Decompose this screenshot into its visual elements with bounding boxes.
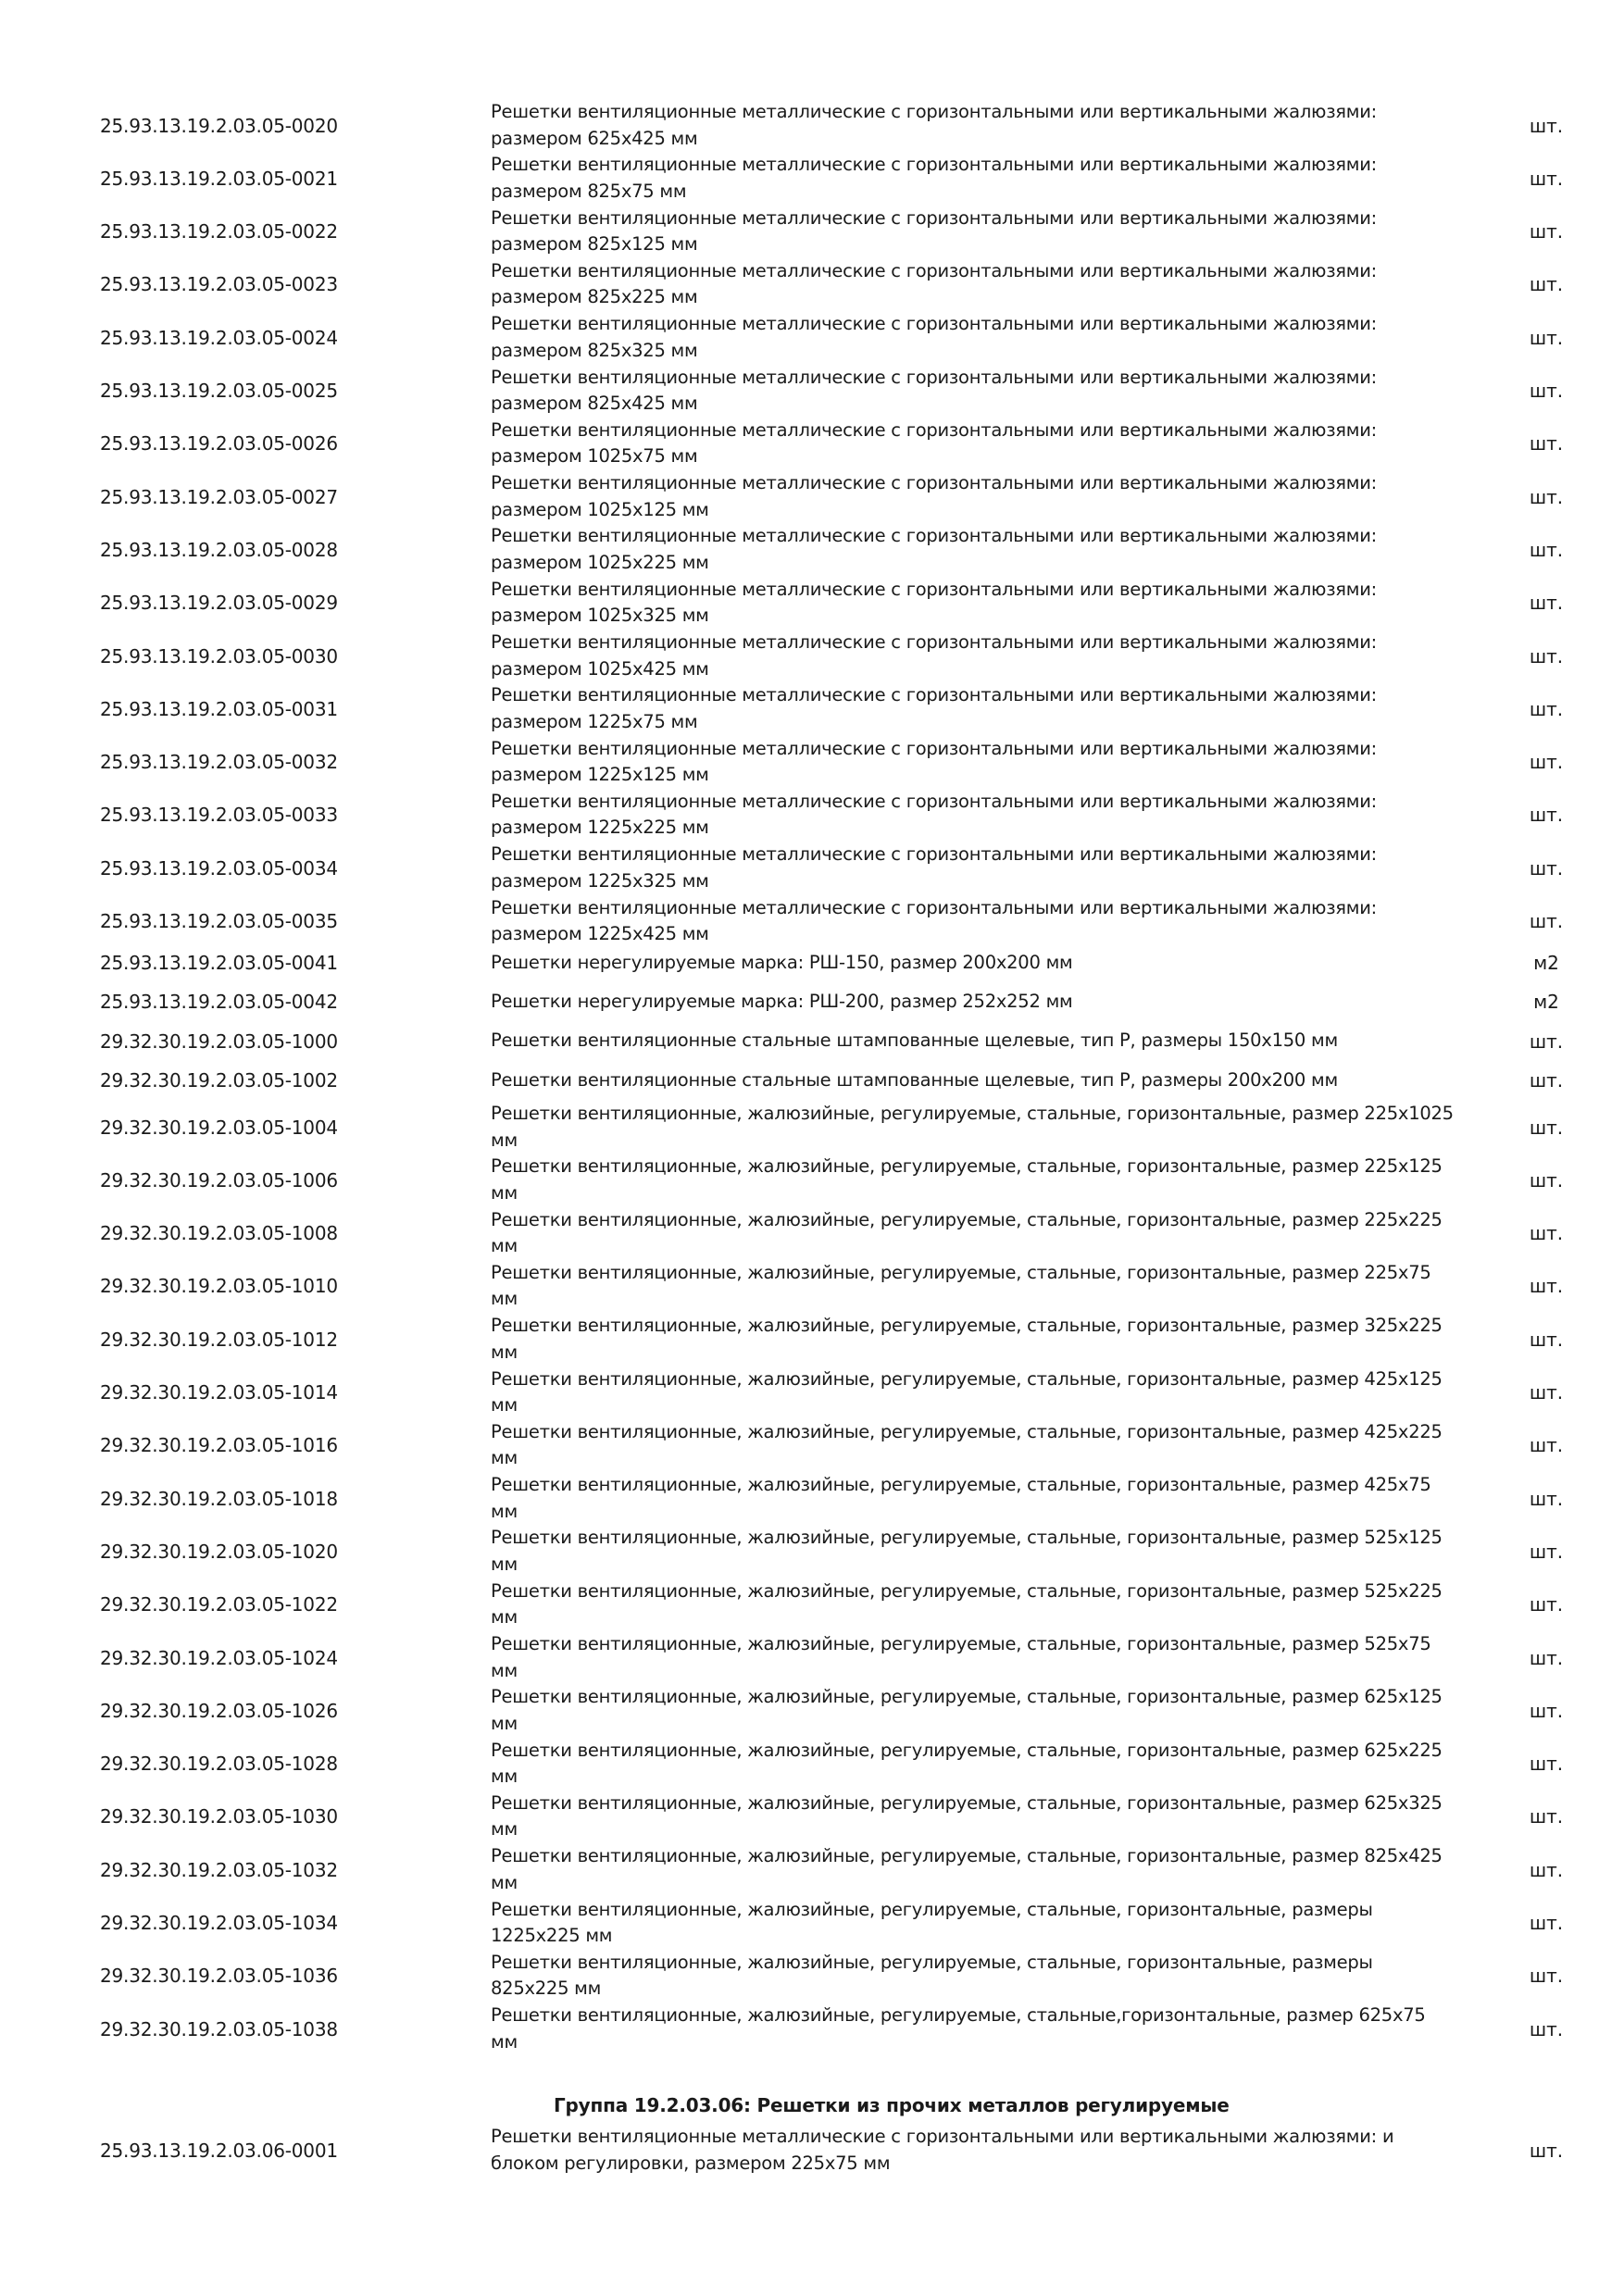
table-row: [0, 1950, 1624, 2003]
unit-of-measure: шт.: [1529, 1068, 1564, 1092]
group-heading: Группа 19.2.03.06: Решетки из прочих металлов регулируемые: [554, 2094, 1230, 2116]
resource-description-text: Решетки вентиляционные стальные штампованные щелевые, тип Р, размеры 200х200 мм: [491, 1068, 1338, 1091]
table-row: [0, 1791, 1624, 1843]
unit-of-measure: шт.: [1529, 1029, 1564, 1053]
resource-code: 25.93.13.19.2.03.05-0042: [100, 991, 338, 1014]
unit-of-measure: шт.: [1529, 326, 1564, 349]
resource-description: [491, 943, 1454, 982]
unit-of-measure: шт.: [1529, 592, 1564, 615]
resource-description-text: Решетки вентиляционные, жалюзийные, регулируемые, стальные, горизонтальные, размер 325х225 мм: [491, 1315, 1443, 1363]
resource-description: [491, 99, 1454, 152]
resource-description-text: Решетки вентиляционные, жалюзийные, регулируемые, стальные, горизонтальные, размер 525х125 мм: [491, 1527, 1443, 1575]
table-row: [0, 1419, 1624, 1472]
unit-of-measure: шт.: [1529, 1487, 1564, 1510]
resource-description-text: Решетки вентиляционные, жалюзийные, регулируемые, стальные, горизонтальные, размеры 1225х225 мм: [491, 1898, 1373, 1946]
table-row: [0, 365, 1624, 418]
unit-of-measure: шт.: [1529, 644, 1564, 668]
table-row: [0, 1260, 1624, 1313]
resource-code: 25.93.13.19.2.03.05-0033: [100, 804, 338, 827]
resource-description: [491, 1525, 1454, 1578]
unit-of-measure: шт.: [1529, 273, 1564, 296]
unit-of-measure: шт.: [1529, 1222, 1564, 1245]
resource-code: 29.32.30.19.2.03.05-1020: [100, 1540, 338, 1563]
table-row: [0, 1366, 1624, 1419]
table-row: [0, 2003, 1624, 2055]
unit-of-measure: шт.: [1529, 380, 1564, 402]
table-row: [0, 1684, 1624, 1737]
resource-description-text: Решетки вентиляционные, жалюзийные, регулируемые, стальные, горизонтальные, размер 425х125 мм: [491, 1367, 1443, 1416]
table-row: [0, 1843, 1624, 1896]
resource-code: 29.32.30.19.2.03.05-1014: [100, 1381, 338, 1404]
unit-of-measure: шт.: [1529, 167, 1564, 190]
resource-code: 25.93.13.19.2.03.05-0031: [100, 697, 338, 720]
resource-description: [491, 1419, 1454, 1472]
resource-code: 25.93.13.19.2.03.05-0026: [100, 432, 338, 455]
resource-description: [491, 1791, 1454, 1843]
table-row: [0, 1101, 1624, 1154]
resource-code: 25.93.13.19.2.03.05-0032: [100, 751, 338, 774]
table-row: [0, 1472, 1624, 1525]
resource-description: [491, 1260, 1454, 1313]
unit-of-measure: шт.: [1529, 1912, 1564, 1934]
unit-of-measure: шт.: [1529, 1805, 1564, 1828]
unit-of-measure: шт.: [1529, 1434, 1564, 1457]
resource-description-text: Решетки вентиляционные, жалюзийные, регулируемые, стальные, горизонтальные, размер 625х125 мм: [491, 1686, 1443, 1734]
unit-of-measure: шт.: [1529, 1646, 1564, 1669]
unit-of-measure: шт.: [1529, 1116, 1564, 1139]
resource-description: [491, 1738, 1454, 1791]
table-row: [0, 1207, 1624, 1260]
resource-description-text: Решетки вентиляционные, жалюзийные, регулируемые, стальные, горизонтальные, размер 625х225 мм: [491, 1739, 1443, 1788]
resource-description: [491, 1366, 1454, 1419]
table-row: [0, 206, 1624, 258]
unit-of-measure: шт.: [1529, 1168, 1564, 1192]
resource-description-text: Решетки вентиляционные металлические с горизонтальными или вертикальными жалюзями: размером 1025х225 мм: [491, 525, 1377, 573]
resource-code: 25.93.13.19.2.03.05-0028: [100, 538, 338, 561]
unit-of-measure: шт.: [1529, 1540, 1564, 1563]
resource-description-text: Решетки вентиляционные металлические с горизонтальными или вертикальными жалюзями: размером 825х75 мм: [491, 154, 1377, 202]
unit-of-measure: шт.: [1529, 2017, 1564, 2040]
resource-description-text: Решетки вентиляционные стальные штампованные щелевые, тип Р, размеры 150х150 мм: [491, 1029, 1338, 1052]
unit-of-measure: шт.: [1529, 1381, 1564, 1404]
resource-code: 29.32.30.19.2.03.05-1032: [100, 1858, 338, 1881]
resource-description: [491, 1313, 1454, 1366]
table-row: [0, 1022, 1624, 1061]
resource-description-text: Решетки вентиляционные металлические с горизонтальными или вертикальными жалюзями: размером 1225х325 мм: [491, 843, 1377, 892]
resource-description-text: Решетки вентиляционные металлические с горизонтальными или вертикальными жалюзями: размером 1025х325 мм: [491, 578, 1377, 627]
table-row: [0, 1578, 1624, 1631]
table-row: [0, 311, 1624, 364]
resource-description-text: Решетки нерегулируемые марка: РШ-150, размер 200х200 мм: [491, 951, 1073, 973]
resource-description: [491, 1061, 1454, 1100]
unit-of-measure: шт.: [1529, 1753, 1564, 1776]
table-row: [0, 1631, 1624, 1684]
resource-code: 29.32.30.19.2.03.05-1028: [100, 1753, 338, 1776]
resource-description-text: Решетки вентиляционные металлические с горизонтальными или вертикальными жалюзями: размером 1025х125 мм: [491, 472, 1377, 520]
resource-description: [491, 2124, 1454, 2177]
resource-description: [491, 682, 1454, 735]
resource-description-text: Решетки вентиляционные металлические с горизонтальными или вертикальными жалюзями: размером 1225х425 мм: [491, 896, 1377, 944]
resource-code: 29.32.30.19.2.03.05-1026: [100, 1699, 338, 1722]
resource-description-text: Решетки вентиляционные, жалюзийные, регулируемые, стальные, горизонтальные, размер 225х125 мм: [491, 1155, 1443, 1204]
resource-code: 25.93.13.19.2.03.05-0027: [100, 485, 338, 508]
table-row: [0, 1738, 1624, 1791]
resource-description-text: Решетки вентиляционные металлические с горизонтальными или вертикальными жалюзями: размером 825х425 мм: [491, 366, 1377, 414]
resource-code: 29.32.30.19.2.03.05-1002: [100, 1068, 338, 1092]
resource-code: 29.32.30.19.2.03.05-1000: [100, 1029, 338, 1053]
table-row: [0, 1897, 1624, 1950]
resource-description-text: Решетки нерегулируемые марка: РШ-200, размер 252х252 мм: [491, 991, 1073, 1013]
table-row: [0, 1154, 1624, 1206]
table-row: [0, 789, 1624, 842]
resource-code: 25.93.13.19.2.03.06-0001: [100, 2139, 338, 2162]
table-row: [0, 152, 1624, 205]
unit-of-measure: шт.: [1529, 432, 1564, 455]
resource-description: [491, 577, 1454, 630]
resource-code: 29.32.30.19.2.03.05-1012: [100, 1328, 338, 1351]
unit-of-measure: шт.: [1529, 697, 1564, 720]
resource-description-text: Решетки вентиляционные, жалюзийные, регулируемые, стальные, горизонтальные, размеры 825х225 мм: [491, 1951, 1373, 2000]
resource-description-text: Решетки вентиляционные металлические с горизонтальными или вертикальными жалюзями: размером 1025х75 мм: [491, 418, 1377, 468]
resource-description-text: Решетки вентиляционные металлические с горизонтальными или вертикальными жалюзями: размером 825х225 мм: [491, 259, 1377, 308]
resource-description: [491, 258, 1454, 311]
table-row: [0, 418, 1624, 470]
resource-code: 25.93.13.19.2.03.05-0041: [100, 952, 338, 974]
table-row: [0, 523, 1624, 576]
resource-description-text: Решетки вентиляционные металлические с горизонтальными или вертикальными жалюзями: размером 825х325 мм: [491, 313, 1377, 361]
unit-of-measure: шт.: [1529, 538, 1564, 561]
resource-description: [491, 418, 1454, 470]
resource-code: 29.32.30.19.2.03.05-1022: [100, 1593, 338, 1616]
unit-of-measure: шт.: [1529, 1328, 1564, 1351]
table-row: [0, 2124, 1624, 2177]
resource-description: [491, 311, 1454, 364]
resource-description-text: Решетки вентиляционные металлические с горизонтальными или вертикальными жалюзями: размером 1025х425 мм: [491, 631, 1377, 680]
resource-code: 25.93.13.19.2.03.05-0024: [100, 326, 338, 349]
resource-description-text: Решетки вентиляционные, жалюзийные, регулируемые, стальные,горизонтальные, размер 625х75 мм: [491, 2004, 1426, 2053]
resource-code: 29.32.30.19.2.03.05-1030: [100, 1805, 338, 1828]
resource-description-text: Решетки вентиляционные, жалюзийные, регулируемые, стальные, горизонтальные, размер 225х75 мм: [491, 1261, 1431, 1310]
resource-description-text: Решетки вентиляционные, жалюзийные, регулируемые, стальные, горизонтальные, размер 425х225 мм: [491, 1420, 1443, 1469]
unit-of-measure: м2: [1533, 952, 1559, 974]
table-row: [0, 99, 1624, 152]
resource-code: 29.32.30.19.2.03.05-1016: [100, 1434, 338, 1457]
resource-code: 29.32.30.19.2.03.05-1008: [100, 1222, 338, 1245]
unit-of-measure: шт.: [1529, 114, 1564, 137]
unit-of-measure: шт.: [1529, 2139, 1564, 2162]
resource-description: [491, 1684, 1454, 1737]
resource-description-text: Решетки вентиляционные металлические с горизонтальными или вертикальными жалюзями: размером 625х425 мм: [491, 101, 1377, 149]
resource-description-text: Решетки вентиляционные, жалюзийные, регулируемые, стальные, горизонтальные, размер 425х75 мм: [491, 1474, 1431, 1522]
resource-code: 29.32.30.19.2.03.05-1018: [100, 1487, 338, 1510]
unit-of-measure: шт.: [1529, 485, 1564, 508]
resource-description: [491, 1472, 1454, 1525]
resource-description: [491, 1022, 1454, 1061]
table-row: [0, 895, 1624, 948]
resource-code: 25.93.13.19.2.03.05-0020: [100, 114, 338, 137]
resource-description-text: Решетки вентиляционные металлические с горизонтальными или вертикальными жалюзями: размером 825х125 мм: [491, 206, 1377, 256]
resource-description-text: Решетки вентиляционные, жалюзийные, регулируемые, стальные, горизонтальные, размер 825х425 мм: [491, 1845, 1443, 1893]
table-row: [0, 1061, 1624, 1100]
resource-code: 29.32.30.19.2.03.05-1010: [100, 1275, 338, 1298]
table-row: [0, 630, 1624, 682]
table-row: [0, 258, 1624, 311]
resource-description: [491, 1897, 1454, 1950]
resource-code: 29.32.30.19.2.03.05-1006: [100, 1168, 338, 1192]
resource-code: 29.32.30.19.2.03.05-1036: [100, 1965, 338, 1988]
resource-description-text: Решетки вентиляционные металлические с горизонтальными или вертикальными жалюзями: размером 1225х75 мм: [491, 684, 1377, 732]
table-row: [0, 943, 1624, 982]
resource-description-text: Решетки вентиляционные, жалюзийные, регулируемые, стальные, горизонтальные, размер 225х1025 мм: [491, 1103, 1454, 1151]
resource-description: [491, 895, 1454, 948]
resource-description-text: Решетки вентиляционные, жалюзийные, регулируемые, стальные, горизонтальные, размер 525х225 мм: [491, 1579, 1443, 1628]
resource-description: [491, 789, 1454, 842]
unit-of-measure: шт.: [1529, 910, 1564, 932]
unit-of-measure: шт.: [1529, 804, 1564, 827]
resource-description: [491, 1631, 1454, 1684]
resource-description: [491, 842, 1454, 894]
table-row: [0, 470, 1624, 523]
resource-code: 25.93.13.19.2.03.05-0025: [100, 380, 338, 402]
unit-of-measure: шт.: [1529, 1593, 1564, 1616]
resource-description: [491, 1843, 1454, 1896]
unit-of-measure: шт.: [1529, 856, 1564, 880]
table-row: [0, 682, 1624, 735]
resource-code: 29.32.30.19.2.03.05-1038: [100, 2017, 338, 2040]
resource-description-text: Решетки вентиляционные металлические с горизонтальными или вертикальными жалюзями: размером 1225х125 мм: [491, 737, 1377, 786]
table-row: [0, 982, 1624, 1021]
resource-description: [491, 1154, 1454, 1206]
unit-of-measure: шт.: [1529, 1965, 1564, 1988]
unit-of-measure: шт.: [1529, 1699, 1564, 1722]
table-row: [0, 1525, 1624, 1578]
unit-of-measure: шт.: [1529, 1275, 1564, 1298]
resource-description: [491, 470, 1454, 523]
resource-code: 25.93.13.19.2.03.05-0034: [100, 856, 338, 880]
resource-description: [491, 1207, 1454, 1260]
unit-of-measure: шт.: [1529, 751, 1564, 774]
resource-description: [491, 736, 1454, 789]
resource-description: [491, 523, 1454, 576]
resource-code: 25.93.13.19.2.03.05-0030: [100, 644, 338, 668]
resource-code: 25.93.13.19.2.03.05-0035: [100, 910, 338, 932]
table-row: [0, 842, 1624, 894]
table-row: [0, 1313, 1624, 1366]
resource-description-text: Решетки вентиляционные, жалюзийные, регулируемые, стальные, горизонтальные, размер 625х325 мм: [491, 1791, 1443, 1841]
resource-description: [491, 206, 1454, 258]
unit-of-measure: шт.: [1529, 220, 1564, 243]
resource-description-text: Решетки вентиляционные металлические с горизонтальными или вертикальными жалюзями: и блоком регулировки, размером 225х75 мм: [491, 2126, 1394, 2174]
table-row: [0, 577, 1624, 630]
resource-code: 25.93.13.19.2.03.05-0021: [100, 167, 338, 190]
resource-description: [491, 365, 1454, 418]
resource-code: 25.93.13.19.2.03.05-0022: [100, 220, 338, 243]
resource-code: 29.32.30.19.2.03.05-1024: [100, 1646, 338, 1669]
resource-code: 25.93.13.19.2.03.05-0023: [100, 273, 338, 296]
resource-description-text: Решетки вентиляционные, жалюзийные, регулируемые, стальные, горизонтальные, размер 225х225 мм: [491, 1208, 1443, 1257]
resource-description: [491, 982, 1454, 1021]
unit-of-measure: шт.: [1529, 1858, 1564, 1881]
resource-description: [491, 152, 1454, 205]
resource-code: 29.32.30.19.2.03.05-1004: [100, 1116, 338, 1139]
unit-of-measure: м2: [1533, 991, 1559, 1014]
resource-description-text: Решетки вентиляционные металлические с горизонтальными или вертикальными жалюзями: размером 1225х225 мм: [491, 790, 1377, 839]
resource-description-text: Решетки вентиляционные, жалюзийные, регулируемые, стальные, горизонтальные, размер 525х75 мм: [491, 1633, 1431, 1681]
resource-description: [491, 1950, 1454, 2003]
resource-description: [491, 630, 1454, 682]
resource-description: [491, 1578, 1454, 1631]
table-row: [0, 736, 1624, 789]
resource-code: 29.32.30.19.2.03.05-1034: [100, 1912, 338, 1934]
resource-description: [491, 2003, 1454, 2055]
resource-description: [491, 1101, 1454, 1154]
resource-code: 25.93.13.19.2.03.05-0029: [100, 592, 338, 615]
